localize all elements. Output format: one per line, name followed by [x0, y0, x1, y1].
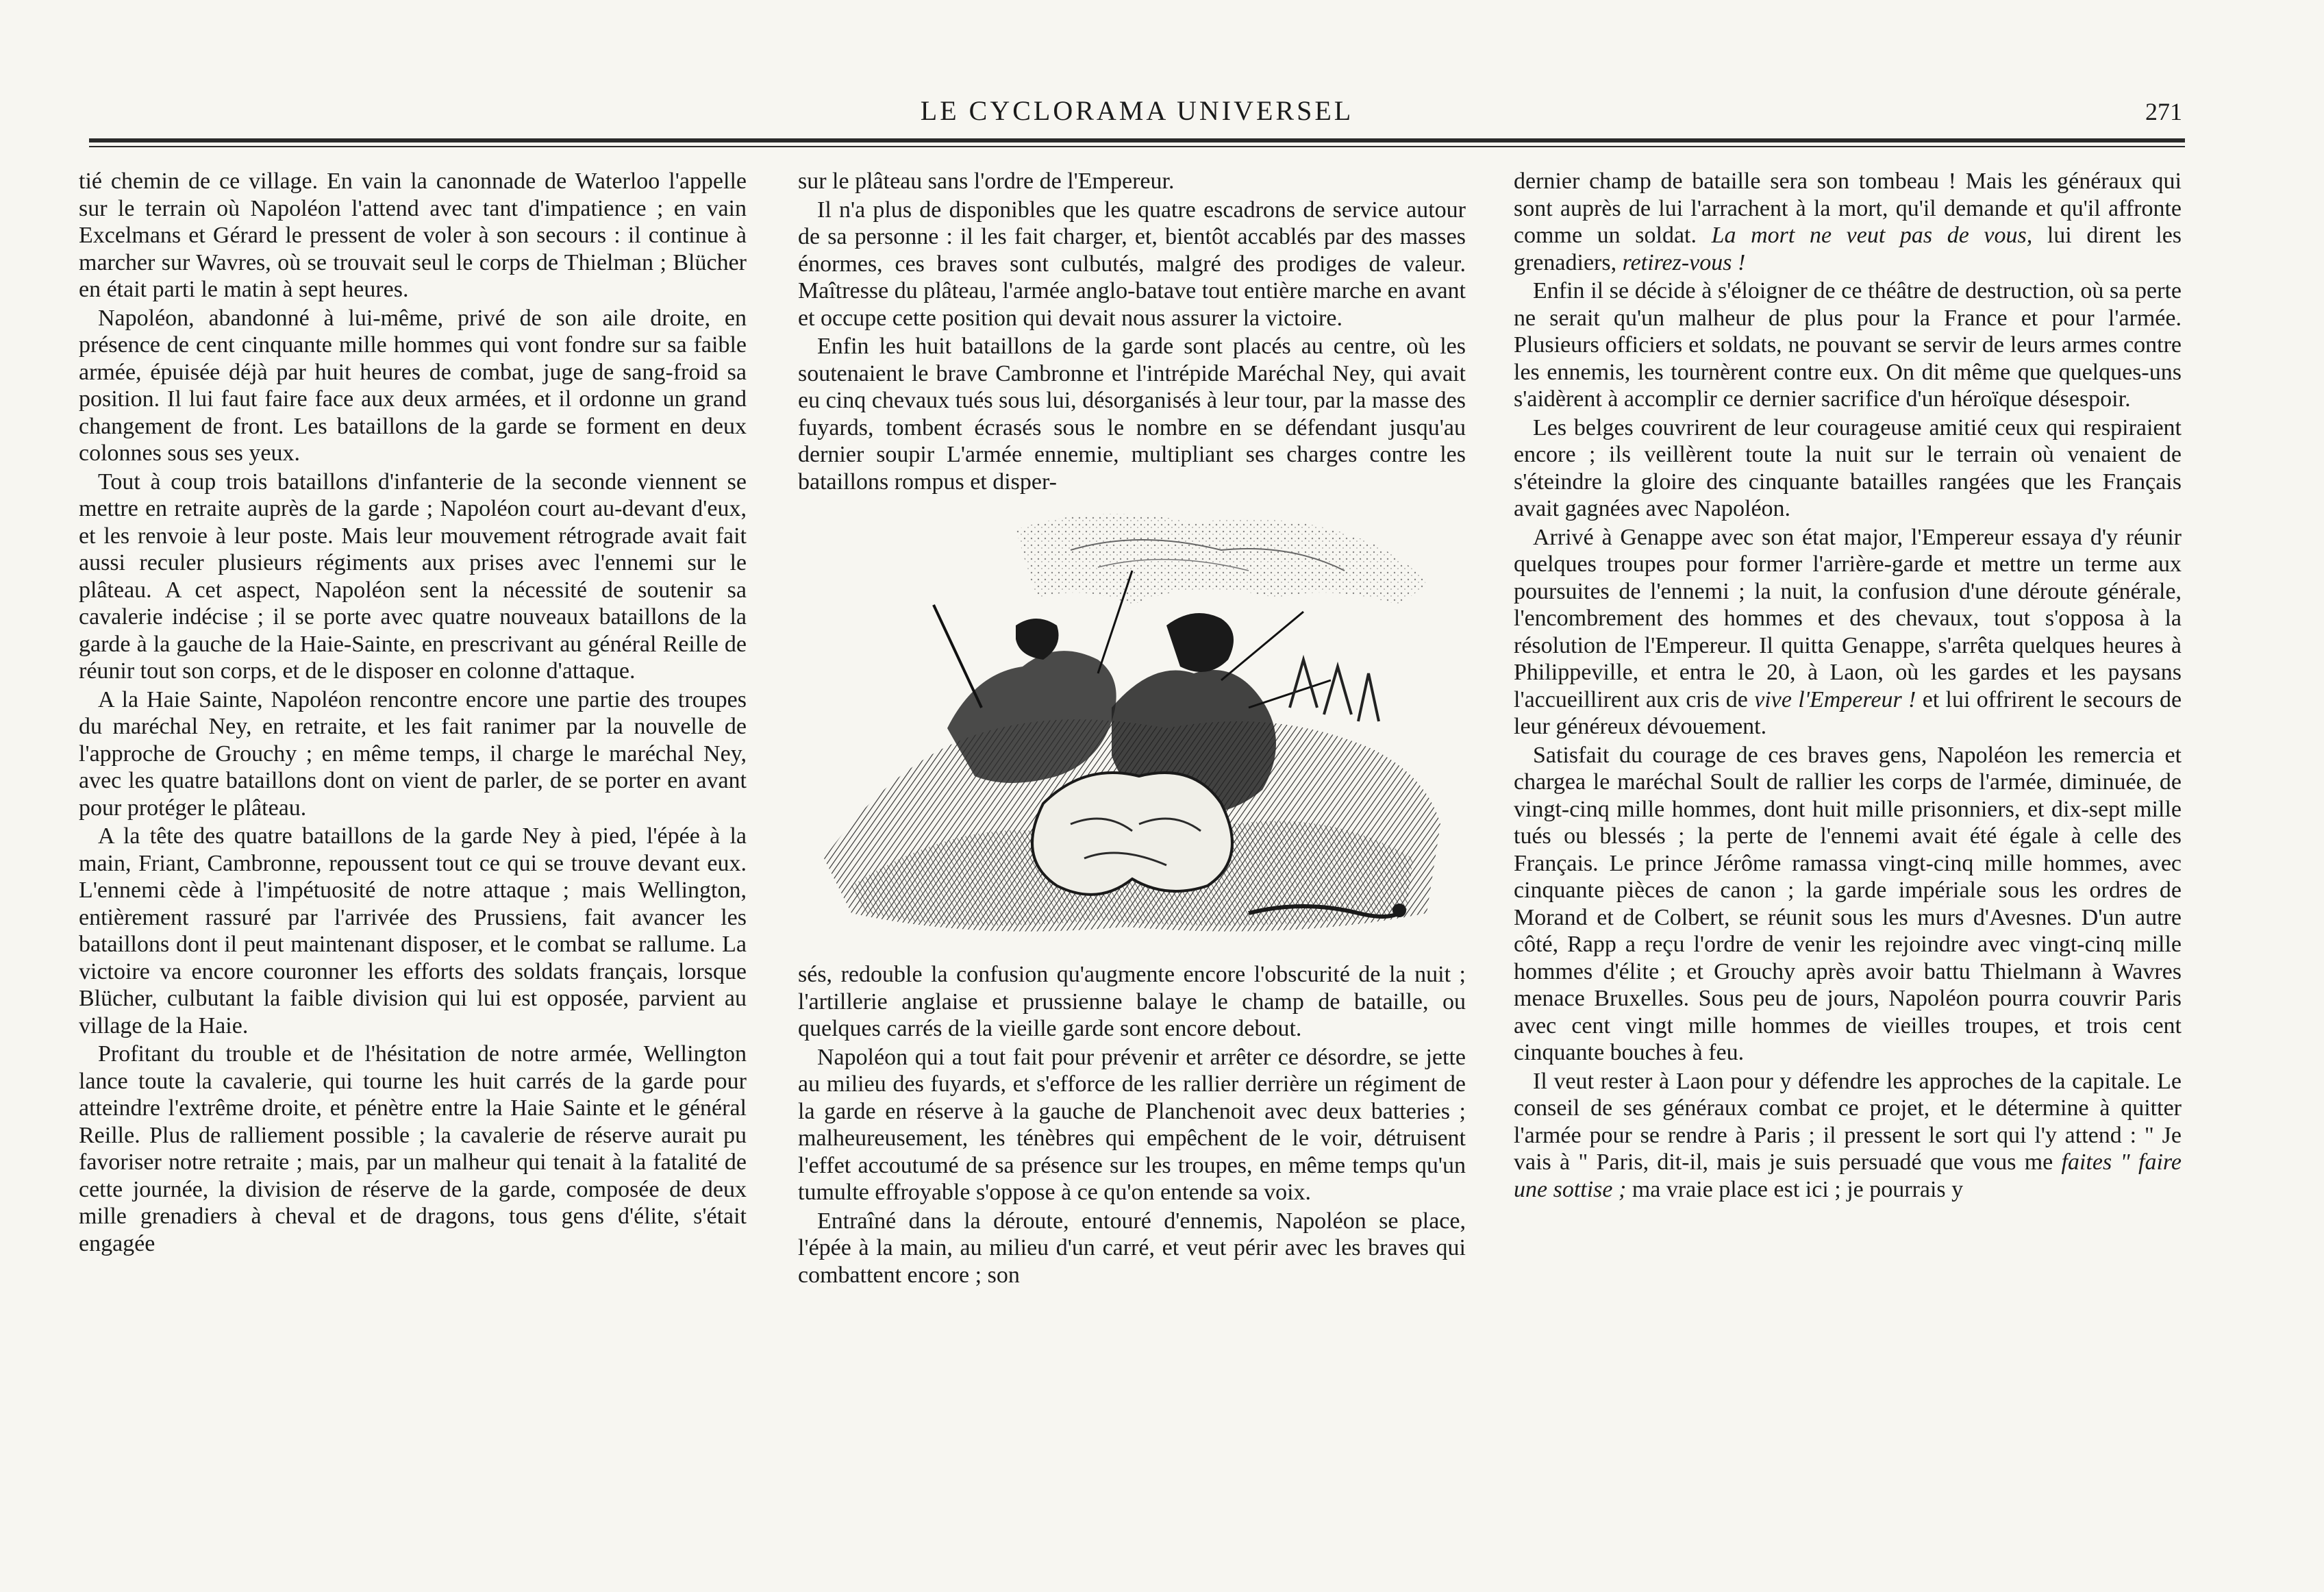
- text-column-3: [1514, 168, 2182, 1204]
- text-run: Arrivé à Genappe avec son état major, l'Empereur essaya d'y réunir quelques troupes pour former l'arrière-garde et mettre un terme aux poursuites de l'ennemi ; la nuit, la confusion d'une déroute générale, l'encombrement des hommes et des chevaux, tout s'opposa à la résolution de l'Empereur. Il quitta Genappe, s'arrêta quelques heures à Philippeville, et entra le 20, à Laon, où les gardes et les paysans l'accueillirent aux cris de: [1514, 524, 2182, 712]
- paragraph: tié chemin de ce village. En vain la canonnade de Waterloo l'appelle sur le terrain où Napoléon l'attend avec tant d'impatience ; en vain Excelmans et Gérard le pressent de voler à son secours : il continue à marcher sur Wavres, où se trouvait seul le corps de Thielman ; Blücher en était parti le matin à sept heures.: [79, 169, 747, 302]
- paragraph: Profitant du trouble et de l'hésitation de notre armée, Wellington lance toute la cavalerie, qui tourne les huit carrés de la garde pour atteindre l'extrême droite, et pénètre entre la Haie Sainte et le général Reille. Plus de ralliement possible ; la cavalerie de réserve aurait pu favoriser notre retraite ; mais, par un malheur qui tenait à la fatalité de cette journée, la division de réserve de la garde, composée de deux mille grenadiers à cheval et de dragons, tous gens d'élite, s'était engagée: [79, 1041, 747, 1256]
- italic-quote: retirez-vous !: [1622, 249, 1746, 275]
- paragraph: Satisfait du courage de ces braves gens, Napoléon les remercia et chargea le maréchal Soult de rallier les corps de l'armée, diminuée, de vingt-cinq mille hommes, dont huit mille prisonniers, et dix-sept mille tués ou blessés ; la perte de l'ennemi avait été égale à celle des Français. Le prince Jérôme ramassa vingt-cinq mille hommes, avec cinquante pièces de canon ; la garde impériale sous les ordres de Morand et de Colbert, se réunit sous les murs d'Avesnes. D'un autre côté, Rapp a reçu l'ordre de venir les rejoindre avec vingt-cinq mille hommes d'élite ; et Grouchy après avoir battu Thielmann à Wavres menace Bruxelles. Sous peu de jours, Napoléon pourra couvrir Paris avec cent vingt mille hommes de vieilles troupes, et trois cent cinquante bouches à feu.: [1514, 742, 2182, 1065]
- text-column-1: [79, 168, 747, 1258]
- text-column-2: [798, 168, 1466, 1290]
- paragraph: [1514, 524, 2182, 741]
- paragraph: Enfin les huit bataillons de la garde sont placés au centre, où les soutenaient le brave Cambronne et l'intrépide Maréchal Ney, qui avait eu cinq chevaux tués sous lui, désorganisés à leur tour, par la masse des fuyards, tombent écrasés sous le nombre en se défendant jusqu'au dernier soupir L'armée ennemie, multipliant ses charges contre les bataillons rompus et disper-: [798, 334, 1466, 495]
- page-number: 271: [2145, 98, 2182, 125]
- paragraph: Entraîné dans la déroute, entouré d'ennemis, Napoléon se place, l'épée à la main, au milieu d'un carré, et veut périr avec les braves qui combattent encore ; son: [798, 1208, 1466, 1288]
- italic-quote: La mort ne veut pas de vous,: [1711, 223, 2033, 248]
- text-run: dernier champ de bataille sera son tombeau ! Mais les généraux qui sont auprès de lui l'arrachent à la mort, qu'il demande et qu'il affronte comme un soldat.: [1514, 169, 2182, 248]
- running-header: [89, 77, 2185, 132]
- italic-quote: vive l'Empereur !: [1754, 686, 1916, 712]
- paragraph: Les belges couvrirent de leur courageuse amitié ceux qui respiraient encore ; ils veillèrent toute la nuit sur le terrain où venaient de s'éteindre la gloire des cinquante batailles rangées que les Français avait gagnées avec Napoléon.: [1514, 414, 2182, 521]
- paragraph: Napoléon qui a tout fait pour prévenir et arrêter ce désordre, se jette au milieu des fuyards, et s'efforce de les rallier derrière un régiment de la garde en réserve à la gauche de Planchenoit avec deux batteries ; malheureusement, les ténèbres qui empêchent de le voir, détruisent l'effet accoutumé de sa présence sur les troupes, en même temps qu'un tumulte effroyable s'oppose à ce qu'on entende sa voix.: [798, 1044, 1466, 1205]
- paragraph: Tout à coup trois bataillons d'infanterie de la seconde viennent se mettre en retraite auprès de la garde ; Napoléon court au-devant d'eux, et les renvoie à leur poste. Mais leur mouvement rétrograde avait fait aussi reculer plusieurs régiments aux prises avec l'ennemi sur le plâteau. A cet aspect, Napoléon sent la nécessité de soutenir sa cavalerie indécise ; il se porte avec quatre nouveaux bataillons de la garde à la gauche de la Haie-Sainte, en prescrivant au général Reille de réunir tout son corps, et de le disposer en colonne d'attaque.: [79, 469, 747, 684]
- paragraph: [1514, 1068, 2182, 1204]
- paragraph: sur le plâteau sans l'ordre de l'Empereur.: [798, 169, 1175, 194]
- paragraph: sés, redouble la confusion qu'augmente encore l'obscurité de la nuit ; l'artillerie anglaise et prussienne balaye le champ de bataille, ou quelques carrés de la vieille garde sont encore debout.: [798, 962, 1466, 1041]
- paragraph: Il n'a plus de disponibles que les quatre escadrons de service autour de sa personne : il les fait charger, et, bientôt accablés par des masses énormes, ces braves sont culbutés, malgré des prodiges de valeur. Maîtresse du plâteau, l'armée anglo-batave tout entière marche en avant et occupe cette position qui devait nous assurer la victoire.: [798, 197, 1466, 331]
- text-run: lui dirent les grenadiers,: [1514, 223, 2182, 275]
- paragraph: A la tête des quatre bataillons de la garde Ney à pied, l'épée à la main, Friant, Cambronne, repoussent tout ce qui se trouve devant eux. L'ennemi cède à l'impétuosité de notre attaque ; mais Wellington, entièrement rassuré par l'arrivée des Prussiens, fait avancer les bataillons dont il peut maintenant disposer, et le combat se rallume. La victoire va encore couronner les efforts des soldats français, lorsque Blücher, culbutant la faible division qui lui est opposée, parvient au village de la Haie.: [79, 823, 747, 1038]
- text-run: et lui offrirent le secours de leur généreux dévouement.: [1514, 686, 2182, 739]
- text-run: Il veut rester à Laon pour y défendre les approches de la capitale. Le conseil de ses généraux combat ce projet, et le détermine à quitter l'armée pour se rendre à Paris ; il pressent le sort qui l'y attend : " Je vais à " Paris, dit-il, mais je suis persuadé que vous me: [1514, 1068, 2182, 1175]
- header-rule-thick: [89, 138, 2185, 142]
- paragraph: A la Haie Sainte, Napoléon rencontre encore une partie des troupes du maréchal Ney, en retraite, et les fait ranimer par la nouvelle de l'approche de Grouchy ; en même temps, il charge le maréchal Ney, avec les quatre bataillons dont on vient de parler, de se porter en avant pour protéger le plâteau.: [79, 686, 747, 821]
- running-title: LE CYCLORAMA UNIVERSEL: [920, 95, 1354, 126]
- italic-quote: faites " faire une sottise ;: [1514, 1149, 2182, 1202]
- header-rule-thin: [89, 146, 2185, 147]
- paragraph: Enfin il se décide à s'éloigner de ce théâtre de destruction, où sa perte ne serait qu'un malheur de plus pour la France et pour l'armée. Plusieurs officiers et soldats, ne pouvant se servir de leurs armes contre les ennemis, les tournèrent contre eux. On dit même que quelques-uns s'aidèrent à accomplir ce dernier sacrifice d'un héroïque désespoir.: [1514, 278, 2182, 412]
- text-run: ma vraie place est ici ; je pourrais y: [1632, 1176, 1964, 1202]
- paragraph: Napoléon, abandonné à lui-même, privé de son aile droite, en présence de cent cinquante mille hommes qui vont fondre sur sa faible armée, épuisée déjà par huit heures de combat, juge de sang-froid sa position. Il lui faut faire face aux deux armées, et il ordonne un grand changement de front. Les bataillons de la garde se forment en deux colonnes sous ses yeux.: [79, 305, 747, 466]
- paragraph: [1514, 168, 2182, 276]
- battle-engraving-illustration: [810, 502, 1454, 941]
